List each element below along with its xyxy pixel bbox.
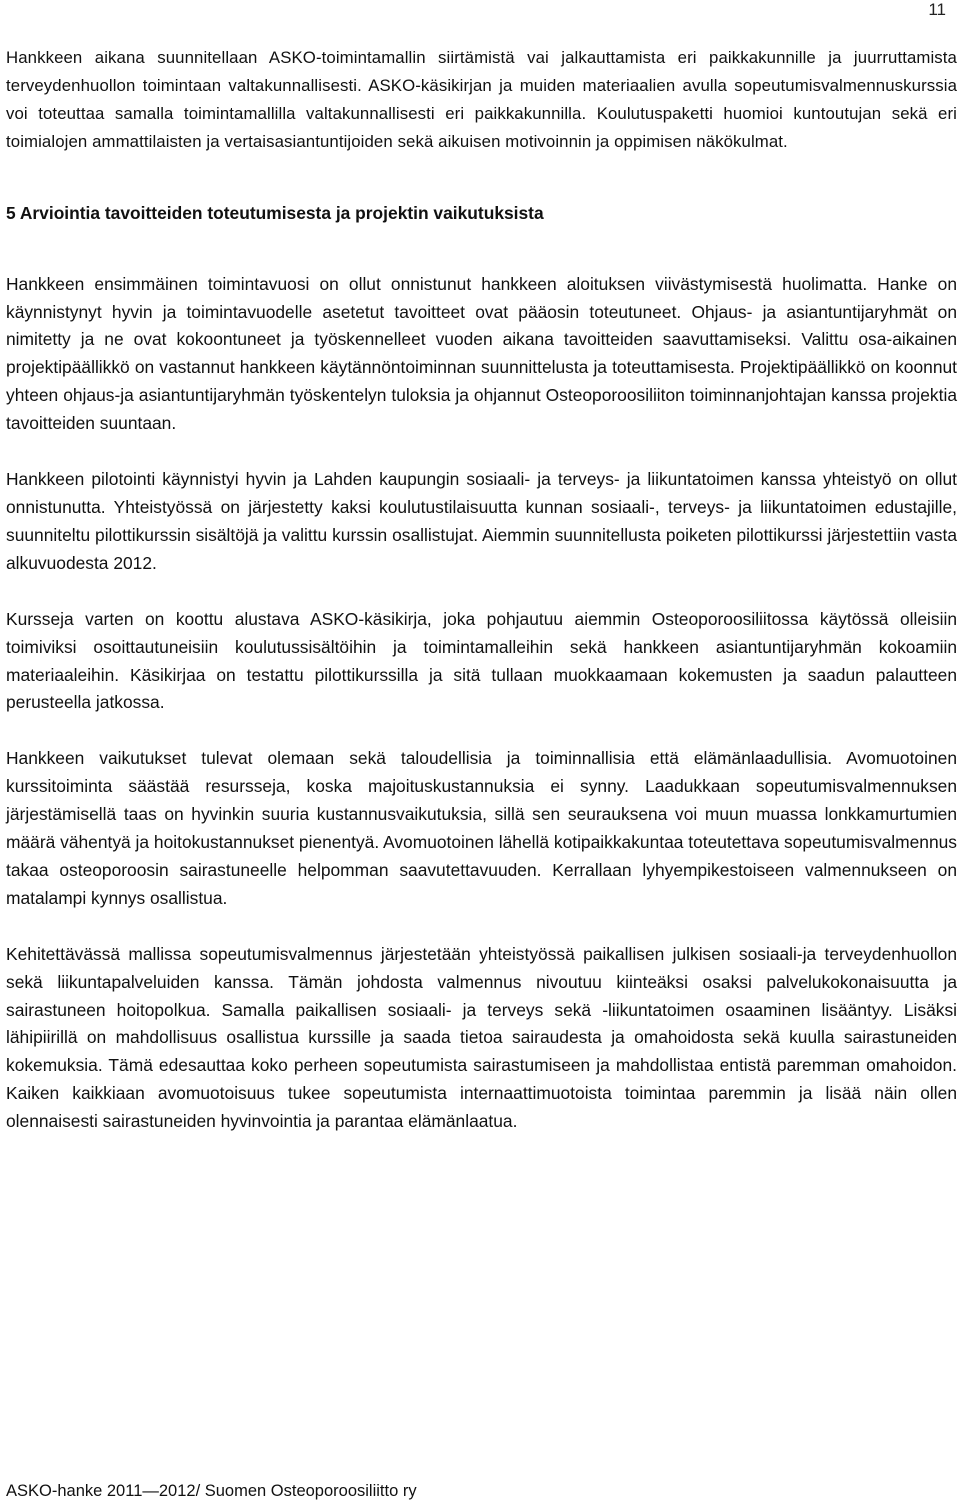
body-paragraph-3: Kursseja varten on koottu alustava ASKO-käsikirja, joka pohjautuu aiemmin Osteoporoosiliitossa käytössä olleisiin toimiviksi osoittautuneisiin koulutussisältöihin ja toimintamalleihin sekä hankkeen asiantuntijaryhmän kokoamiin materiaaleihin. Käsikirjaa on testattu pilottikurssilla ja sitä tullaan muokkaamaan kokemusten ja saadun palautteen perusteella jatkossa. [6,608,957,713]
body-paragraph-2: Hankkeen pilotointi käynnistyi hyvin ja Lahden kaupungin sosiaali- ja terveys- ja liikuntatoimen kanssa yhteistyö on ollut onnistunutta. Yhteistyössä on järjestetty kaksi koulutustilaisuutta kunnan sosiaali-, terveys- ja liikuntatoimen edustajille, suunniteltu pilottikurssin sisältöjä ja valittu kurssin osallistujat. Aiemmin suunnitellusta poiketen pilottikurssi järjestettiin vasta alkuvuodesta 2012. [6,469,957,573]
body-paragraph-5: Kehitettävässä mallissa sopeutumisvalmennus järjestetään yhteistyössä paikallisen julkisen sosiaali-ja terveydenhuollon sekä liikuntapalveluiden kanssa. Tämän johdosta valmennus nivoutuu kiinteäksi osaksi palvelukokonaisuutta ja sairastuneen hoitopolkua. Samalla paikallisen sosiaali- ja terveys sekä -liikuntatoimen osaaminen lisääntyy. Lisäksi lähipiirillä on mahdollisuus osallistua kurssille ja saada tietoa sairaudesta ja omahoidosta sekä kuulla sairastuneiden kokemuksia. Tämä edesauttaa koko perheen sopeutumista sairastumiseen ja mahdollistaa entistä paremman omahoidon. Kaiken kaikkiaan avomuotoisuus tukee sopeutumista internaattimuotoista toimintaa paremmin ja lisää näin ollen olennaisesti sairastuneiden hyvinvointia ja parantaa elämänlaatua. [6,943,957,1132]
body-paragraph-1: Hankkeen ensimmäinen toimintavuosi on ollut onnistunut hankkeen aloituksen viivästymisestä huolimatta. Hanke on käynnistynyt hyvin ja toimintavuodelle asetetut tavoitteet ovat pääosin toteutuneet. Ohjaus- ja asiantuntijaryhmät on nimitetty ja ne ovat kokoontuneet ja työskennelleet vuoden aikana tavoitteiden saavuttamiseksi. Valittu osa-aikainen projektipäällikkö on vastannut hankkeen käytännöntoiminnan suunnittelusta ja toteuttamisesta. Projektipäällikkö on koonnut yhteen ohjaus-ja asiantuntijaryhmän työskentelyn tuloksia ja ohjannut Osteoporoosiliiton toiminnanjohtajan kanssa projektia tavoitteiden suuntaan. [6,273,957,434]
spacer [6,717,957,745]
document-body [6,44,957,1136]
page-number: 11 [928,0,946,19]
spacer [6,156,957,199]
spacer [6,227,957,271]
body-paragraph-4: Hankkeen vaikutukset tulevat olemaan sekä taloudellisia ja toiminnallisia että elämänlaadullisia. Avomuotoinen kurssitoiminta säästää resursseja, koska majoituskustannuksia ei synny. Laadukkaan sopeutumisvalmennuksen järjestämisellä taas on hyvinkin suuria kustannusvaikutuksia, sillä sen seurauksena voi muun muassa lonkkamurtumien määrä vähentyä ja hoitokustannukset pienentyä. Avomuotoinen lähellä kotipaikkakuntaa toteutettava sopeutumisvalmennus takaa osteoporoosin sairastuneelle helpomman saavutettavuuden. Kerrallaan lyhyempikestoiseen valmennukseen on matalampi kynnys osallistua. [6,748,957,908]
spacer [6,913,957,941]
page-footer: ASKO-hanke 2011—2012/ Suomen Osteoporoosiliitto ry [6,1482,417,1500]
spacer [6,438,957,466]
spacer [6,578,957,606]
intro-paragraph: Hankkeen aikana suunnitellaan ASKO-toimintamallin siirtämistä vai jalkauttamista eri paikkakunnille ja juurruttamista terveydenhuollon toimintaan valtakunnallisesti. ASKO-käsikirjan ja muiden materiaalien avulla sopeutumisvalmennuskurssia voi toteuttaa samalla toimintamallilla valtakunnallisesti eri paikkakunnilla. Koulutuspaketti huomioi kuntoutujan sekä eri toimialojen ammattilaisten ja vertaisasiantuntijoiden sekä aikuisen motivoinnin ja oppimisen näkökulmat. [6,48,957,151]
section-heading: 5 Arviointia tavoitteiden toteutumisesta ja projektin vaikutuksista [6,202,544,223]
